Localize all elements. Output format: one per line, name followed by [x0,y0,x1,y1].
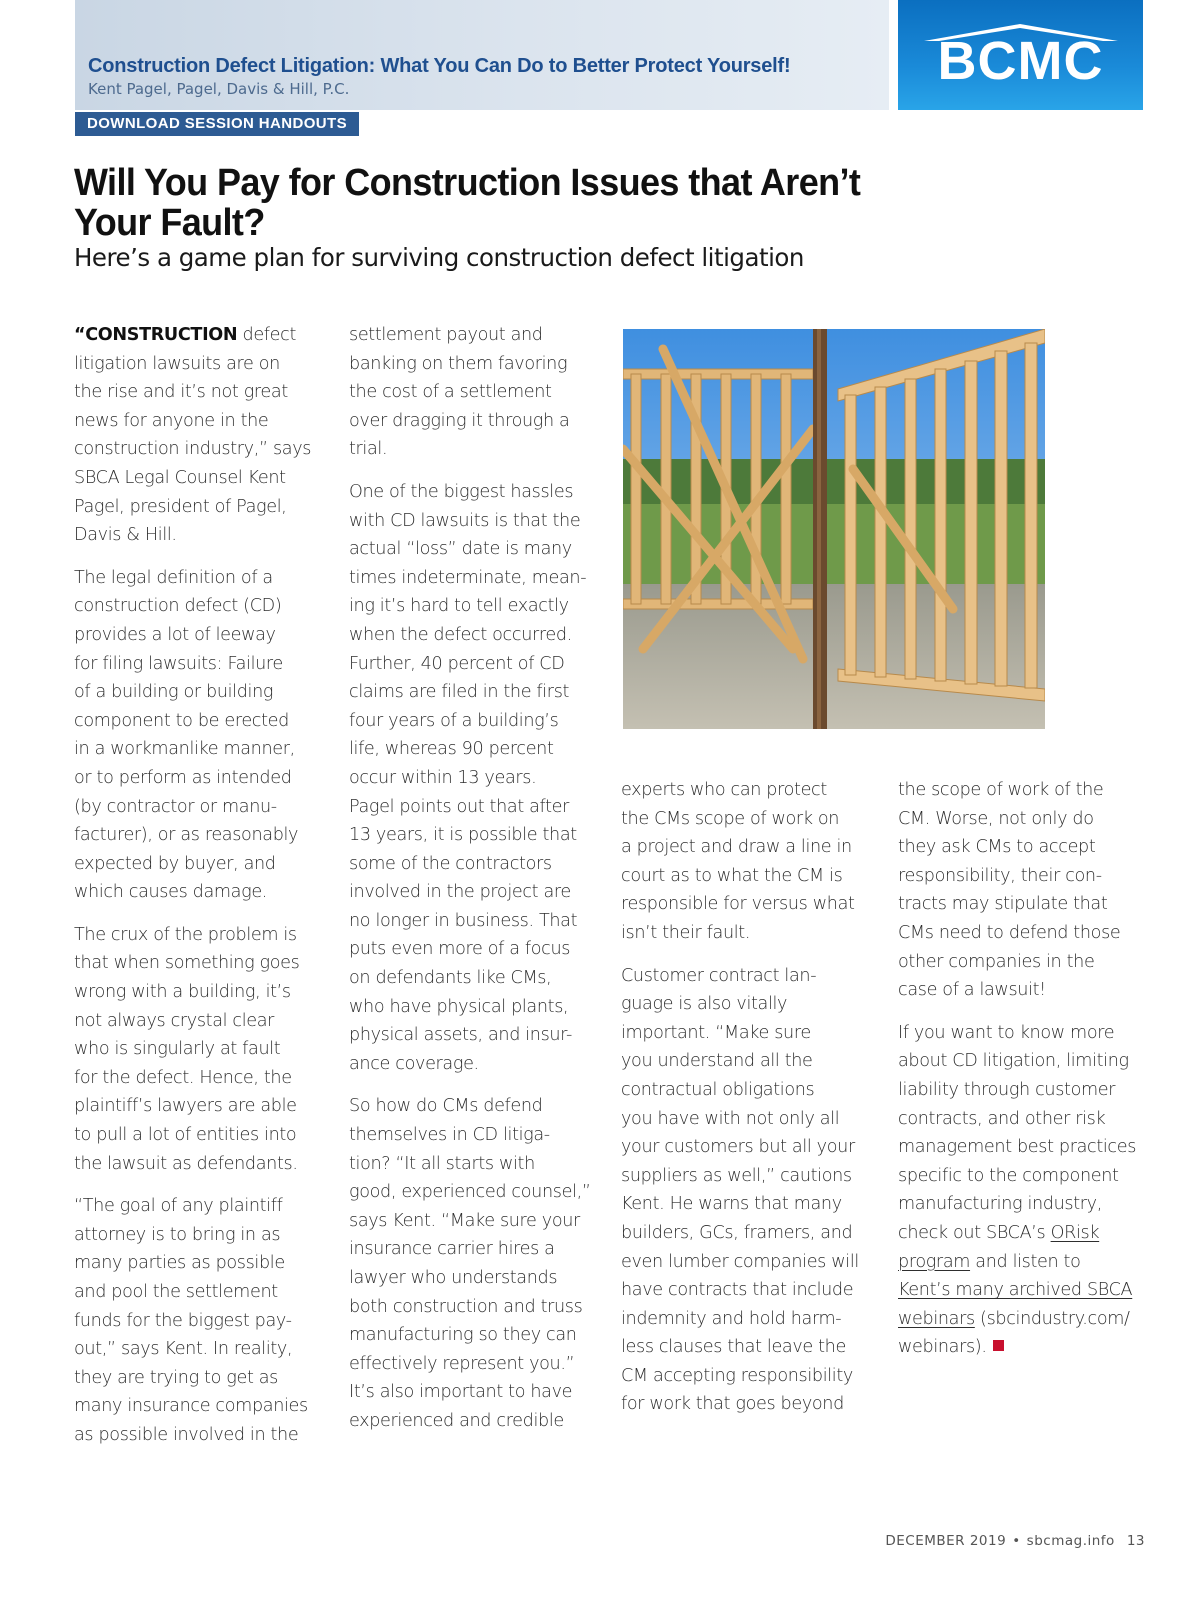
text-line: court as to what the CM is [621,865,843,886]
text-line: less clauses that leave the [621,1337,846,1358]
text-line: experienced and credible [349,1410,564,1431]
text-line: no longer in business. That [349,910,578,931]
text-line: that when something goes [74,953,300,974]
text-line: have contracts that include [621,1280,854,1301]
article-paragraph [621,776,881,948]
text-line: other companies in the [898,951,1095,972]
site-url[interactable]: sbcmag.info [1026,1533,1115,1549]
text-line: plaintiff’s lawyers are able [74,1096,297,1117]
article-paragraph [74,921,324,1178]
text-line: many parties as possible [74,1253,285,1274]
text-line: experts who can protect [621,780,827,800]
session-author: Kent Pagel, Pagel, Davis & Hill, P.C. [88,80,350,98]
text-line: 13 years, it is possible that [349,825,577,846]
text-line [74,321,324,350]
text-line: component to be erected [74,710,289,731]
text-line: claims are filed in the first [349,682,570,703]
article-paragraph [898,776,1158,1005]
text-line: CMs need to defend those [898,922,1121,943]
bcmc-logo [898,0,1143,110]
article-column-3 [621,776,881,1433]
text-line: Further, 40 percent of CD [349,653,565,674]
text-line: contracts, and other risk [898,1108,1106,1129]
text-line: about CD litigation, limiting [898,1051,1129,1072]
text-line: life, whereas 90 percent [349,739,554,760]
article-paragraph [74,321,324,550]
text-line: manufacturing industry, [898,1194,1102,1215]
text-line: news for anyone in the [74,410,269,431]
text-line: litigation lawsuits are on [74,353,280,374]
text-line: Kent. He warns that many [621,1194,842,1215]
text-line: guage is also vitally [621,994,788,1015]
page-footer [885,1533,1145,1549]
text-line: (by contractor or manu- [74,796,277,817]
text-line: wrong with a building, it’s [74,982,291,1003]
text-line: many insurance companies [74,1396,308,1417]
logo-text: BCMC [937,31,1104,91]
text-line: It’s also important to have [349,1382,573,1403]
framing-photo [623,329,1045,729]
article-column-1 [74,321,324,1464]
text-line: important. “Make sure [621,1022,811,1043]
text-line: the cost of a settlement [349,382,552,403]
text-fragment: webinars). [898,1337,987,1358]
text-line: responsible for versus what [621,894,855,915]
article-paragraph [74,564,324,907]
article-headline: Will You Pay for Construction Issues that Aren’t Your Fault? [74,159,861,244]
footer-separator: • [1012,1533,1021,1549]
text-line: Pagel points out that after [349,796,569,817]
text-fragment: check out SBCA’s [898,1222,1051,1243]
text-line: good, experienced counsel,” [349,1182,591,1203]
text-line: Davis & Hill. [74,525,177,546]
text-line: contractual obligations [621,1079,815,1100]
text-line: puts even more of a focus [349,939,571,960]
text-line: which causes damage. [74,882,268,903]
lead-word: “CONSTRUCTION [74,325,238,345]
wood-framing-image [623,329,1045,729]
end-of-article-mark [993,1340,1004,1351]
text-fragment: defect [237,325,296,345]
text-line: attorney is to bring in as [74,1224,281,1245]
text-line: facturer), or as reasonably [74,825,299,846]
text-line: the lawsuit as defendants. [74,1153,298,1174]
text-line: The crux of the problem is [74,924,297,945]
download-handouts-button[interactable]: DOWNLOAD SESSION HANDOUTS [75,112,359,136]
text-line: construction industry,” says [74,439,312,460]
text-line: funds for the biggest pay- [74,1310,292,1331]
article-subhead: Here’s a game plan for surviving construction defect litigation [74,243,804,272]
text-line: One of the biggest hassles [349,481,574,502]
text-line: If you want to know more [898,1022,1115,1043]
text-line: some of the contractors [349,853,552,874]
text-line: in a workmanlike manner, [74,739,295,760]
text-line: you have with not only all [621,1108,840,1129]
article-paragraph [349,478,604,1078]
article-column-2 [349,321,604,1450]
page-number: 13 [1126,1533,1145,1549]
text-line: or to perform as intended [74,767,292,788]
text-line: who have physical plants, [349,996,569,1017]
closing-paragraph [898,1019,1158,1362]
text-line: lawyer who understands [349,1268,558,1288]
session-title[interactable]: Construction Defect Litigation: What You Can Do to Better Protect Yourself! [88,55,791,77]
text-line: both construction and truss [349,1296,583,1317]
text-line: indemnity and hold harm- [621,1308,842,1329]
text-line: the scope of work of the [898,780,1104,800]
text-line: a project and draw a line in [621,837,852,858]
text-line: trial. [349,439,388,460]
text-line: management best practices [898,1137,1137,1158]
text-line: occur within 13 years. [349,767,537,788]
text-line: tracts may stipulate that [898,894,1108,915]
text-line: builders, GCs, framers, and [621,1222,853,1243]
text-line: you understand all the [621,1051,813,1072]
text-line: ing it’s hard to tell exactly [349,596,569,617]
text-line: when the defect occurred. [349,624,572,645]
text-line: SBCA Legal Counsel Kent [74,467,286,488]
issue-date: DECEMBER 2019 [885,1533,1007,1549]
text-line: for the defect. Hence, the [74,1067,292,1088]
text-line: the CMs scope of work on [621,808,840,829]
orisk-program-link-cont[interactable]: program [898,1251,971,1272]
text-fragment: and listen to [970,1251,1081,1272]
article-paragraph [74,1192,324,1449]
text-line: over dragging it through a [349,410,570,431]
text-line: suppliers as well,” cautions [621,1165,852,1186]
text-line: who is singularly at fault [74,1039,281,1060]
text-line: not always crystal clear [74,1010,275,1031]
text-line: for work that goes beyond [621,1394,844,1415]
text-line: for filing lawsuits: Failure [74,653,283,674]
text-line: “The goal of any plaintiff [74,1196,283,1217]
text-line: of a building or building [74,682,274,703]
text-fragment: (sbcindustry.com/ [974,1308,1130,1329]
text-line: and pool the settlement [74,1282,278,1302]
text-line: to pull a lot of entities into [74,1125,297,1146]
text-line: with CD lawsuits is that the [349,510,581,531]
text-line: construction defect (CD) [74,596,282,617]
text-line: specific to the component [898,1165,1119,1186]
text-line: case of a lawsuit! [898,980,1046,1001]
text-line: says Kent. “Make sure your [349,1210,580,1231]
article-paragraph [349,1092,604,1435]
text-line: they ask CMs to accept [898,837,1096,858]
text-line: CM. Worse, not only do [898,808,1094,829]
orisk-program-link[interactable]: ORisk [1050,1222,1100,1243]
text-line: banking on them favoring [349,353,568,374]
text-line: even lumber companies will [621,1251,859,1272]
text-line: four years of a building’s [349,710,559,731]
text-line: insurance carrier hires a [349,1239,555,1260]
text-line: CM accepting responsibility [621,1365,853,1386]
text-line: settlement payout and [349,325,543,345]
text-line: times indeterminate, mean- [349,567,587,588]
text-line: your customers but all your [621,1137,855,1158]
text-line: liability through customer [898,1079,1116,1100]
archived-webinars-link-cont[interactable]: webinars [898,1308,975,1329]
text-line: expected by buyer, and [74,853,276,874]
text-line: The legal definition of a [74,567,273,588]
text-line: they are trying to get as [74,1367,278,1388]
text-line: tion? “It all starts with [349,1153,535,1174]
text-line: responsibility, their con- [898,865,1102,886]
text-line: Customer contract lan- [621,965,817,986]
archived-webinars-link[interactable]: Kent’s many archived SBCA [898,1280,1133,1301]
text-line: Pagel, president of Pagel, [74,496,287,517]
text-line: the rise and it’s not great [74,382,288,403]
text-line: on defendants like CMs, [349,968,552,989]
text-line: involved in the project are [349,882,571,903]
article-column-4 [898,776,1158,1376]
text-line: as possible involved in the [74,1424,299,1445]
text-line: themselves in CD litiga- [349,1125,550,1146]
session-banner [75,0,889,110]
article-paragraph [621,962,881,1420]
text-line: out,” says Kent. In reality, [74,1339,293,1360]
text-line: effectively represent you.” [349,1353,575,1374]
text-line: So how do CMs defend [349,1096,543,1117]
text-line: isn’t their fault. [621,922,751,943]
text-line: manufacturing so they can [349,1325,577,1346]
text-line: provides a lot of leeway [74,624,276,645]
text-line: physical assets, and insur- [349,1025,572,1046]
article-paragraph [349,321,604,464]
text-line: actual “loss” date is many [349,539,572,560]
text-line: ance coverage. [349,1053,479,1074]
